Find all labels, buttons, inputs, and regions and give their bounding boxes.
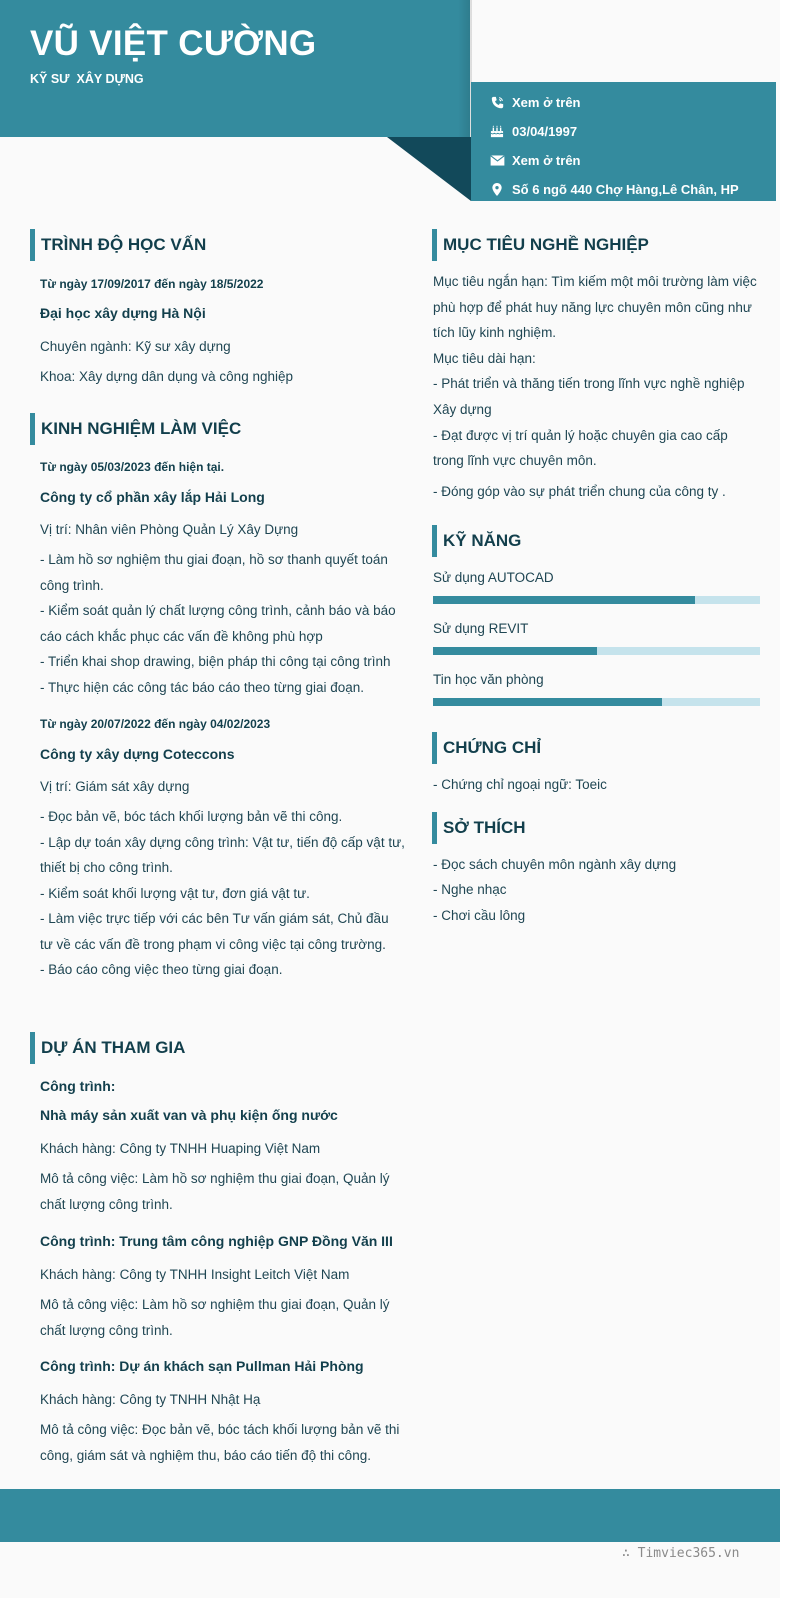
hobbies-title: SỞ THÍCH (443, 818, 526, 837)
contact-address (488, 182, 739, 197)
job-date: Từ ngày 05/03/2023 đến hiện tại. (40, 460, 225, 474)
objective-title: MỤC TIÊU NGHỀ NGHIỆP (443, 235, 649, 254)
project-desc-line: chất lượng công trình. (40, 1197, 173, 1212)
skill-name: Sử dụng AUTOCAD (433, 570, 554, 585)
education-school: Đại học xây dựng Hà Nội (40, 305, 206, 321)
skill-bar-track (433, 647, 760, 655)
project-client: Khách hàng: Công ty TNHH Huaping Việt Nam (40, 1141, 321, 1156)
project-client: Khách hàng: Công ty TNHH Insight Leitch Việt Nam (40, 1267, 350, 1282)
objective-line: Mục tiêu dài hạn: (433, 351, 536, 366)
objective-line: Xây dựng (433, 402, 492, 417)
site-watermark: ∴ Timviec365.vn (622, 1546, 740, 1561)
skill-bar-fill (433, 647, 597, 655)
project-desc-line: Mô tả công việc: Làm hồ sơ nghiệm thu giai đoạn, Quản lý (40, 1297, 390, 1312)
experience-title: KINH NGHIỆM LÀM VIỆC (41, 419, 242, 438)
contact-address-value: Số 6 ngõ 440 Chợ Hàng,Lê Chân, HP (512, 182, 739, 197)
project-label: Công trình: (40, 1078, 116, 1094)
education-date: Từ ngày 17/09/2017 đến ngày 18/5/2022 (40, 277, 264, 291)
job-duty-line: - Triển khai shop drawing, biện pháp thi công tại công trình (40, 654, 391, 669)
contact-panel (471, 82, 776, 201)
job-duty-line: - Làm hồ sơ nghiệm thu giai đoạn, hồ sơ thanh quyết toán (40, 552, 388, 567)
skills-section-title (432, 525, 521, 557)
section-accent-bar (30, 413, 35, 445)
projects-section-title (30, 1032, 185, 1064)
banner-shadow (458, 0, 472, 137)
job-position: Vị trí: Giám sát xây dựng (40, 779, 190, 794)
job-duty-line: - Kiểm soát quản lý chất lượng công trình, cảnh báo và báo (40, 603, 396, 618)
contact-phone (488, 95, 581, 110)
project-desc-line: Mô tả công việc: Làm hồ sơ nghiệm thu giai đoạn, Quản lý (40, 1171, 390, 1186)
job-position: Vị trí: Nhân viên Phòng Quản Lý Xây Dựng (40, 522, 299, 537)
envelope-icon (488, 155, 506, 166)
projects-title: DỰ ÁN THAM GIA (41, 1038, 186, 1057)
project-name: Công trình: Trung tâm công nghiệp GNP Đồng Văn III (40, 1233, 393, 1249)
map-marker-icon (488, 183, 506, 196)
section-accent-bar (432, 732, 437, 764)
skill-name: Sử dụng REVIT (433, 621, 529, 636)
objective-line: trong lĩnh vực chuyên môn. (433, 453, 597, 468)
job-company: Công ty xây dựng Coteccons (40, 746, 235, 762)
job-duty-line: công trình. (40, 578, 104, 593)
contact-birthday-value: 03/04/1997 (512, 124, 578, 139)
section-accent-bar (30, 229, 35, 261)
section-accent-bar (432, 812, 437, 844)
job-duty-line: - Kiểm soát khối lượng vật tư, đơn giá vật tư. (40, 886, 310, 901)
education-title: TRÌNH ĐỘ HỌC VẤN (41, 235, 207, 254)
project-name: Công trình: Dự án khách sạn Pullman Hải Phòng (40, 1358, 364, 1374)
job-duty-line: tư về các vấn đề trong phạm vi công việc tại công trường. (40, 937, 386, 952)
project-desc-line: chất lượng công trình. (40, 1323, 173, 1338)
job-duty-line: thiết bị cho công trình. (40, 860, 173, 875)
banner-fold-corner (387, 137, 471, 201)
objective-line: tích lũy kinh nghiệm. (433, 325, 557, 340)
job-duty-line: - Đọc bản vẽ, bóc tách khối lượng bản vẽ thi công. (40, 809, 343, 824)
education-faculty: Khoa: Xây dựng dân dụng và công nghiệp (40, 369, 293, 384)
objective-line: - Đóng góp vào sự phát triển chung của công ty . (433, 484, 726, 499)
certificates-section-title (432, 732, 541, 764)
objective-line: - Đạt được vị trí quản lý hoặc chuyên gia cao cấp (433, 428, 728, 443)
contact-phone-value: Xem ở trên (512, 95, 581, 110)
objective-line: - Phát triển và thăng tiến trong lĩnh vực nghề nghiệp (433, 376, 745, 391)
skill-bar-fill (433, 596, 695, 604)
name-banner (0, 0, 470, 137)
objective-section-title (432, 229, 649, 261)
certificate-line: - Chứng chỉ ngoại ngữ: Toeic (433, 777, 607, 792)
job-title: KỸ SƯ XÂY DỰNG (30, 72, 144, 86)
skills-title: KỸ NĂNG (443, 531, 522, 550)
project-desc-line: Mô tả công việc: Đọc bản vẽ, bóc tách khối lượng bản vẽ thi (40, 1422, 400, 1437)
job-duty-line: cáo cách khắc phục các vấn đề không phù hợp (40, 629, 323, 644)
hobby-line: - Đọc sách chuyên môn ngành xây dựng (433, 857, 677, 872)
skill-name: Tin học văn phòng (433, 672, 544, 687)
section-accent-bar (432, 525, 437, 557)
education-section-title (30, 229, 206, 261)
skill-bar-track (433, 698, 760, 706)
project-client: Khách hàng: Công ty TNHH Nhật Hạ (40, 1392, 261, 1407)
job-duty-line: - Báo cáo công việc theo từng giai đoạn. (40, 962, 283, 977)
job-duty-line: - Làm việc trực tiếp với các bên Tư vấn giám sát, Chủ đầu (40, 911, 389, 926)
section-accent-bar (30, 1032, 35, 1064)
objective-line: Mục tiêu ngắn hạn: Tìm kiếm một môi trường làm việc (433, 274, 757, 289)
hobby-line: - Chơi cầu lông (433, 908, 526, 923)
project-desc-line: công, giám sát và nghiệm thu, báo cáo tiến độ thi công. (40, 1448, 371, 1463)
phone-icon (488, 96, 506, 109)
job-company: Công ty cổ phần xây lắp Hải Long (40, 489, 265, 505)
hobbies-section-title (432, 812, 526, 844)
education-major: Chuyên ngành: Kỹ sư xây dựng (40, 339, 231, 354)
objective-line: phù hợp để phát huy năng lực chuyên môn cũng như (433, 300, 752, 315)
skill-bar-track (433, 596, 760, 604)
hobby-line: - Nghe nhạc (433, 882, 507, 897)
footer-band (0, 1489, 780, 1542)
job-duty-line: - Lập dự toán xây dựng công trình: Vật tư, tiến độ cấp vật tư, (40, 835, 405, 850)
certificates-title: CHỨNG CHỈ (443, 738, 542, 757)
job-date: Từ ngày 20/07/2022 đến ngày 04/02/2023 (40, 717, 271, 731)
contact-email-value: Xem ở trên (512, 153, 581, 168)
contact-birthday (488, 124, 577, 139)
candidate-name: VŨ VIỆT CƯỜNG (30, 24, 317, 63)
skill-bar-fill (433, 698, 662, 706)
birthday-cake-icon (488, 125, 506, 138)
project-name: Nhà máy sản xuất van và phụ kiện ống nước (40, 1107, 338, 1123)
section-accent-bar (432, 229, 437, 261)
experience-section-title (30, 413, 241, 445)
job-duty-line: - Thực hiện các công tác báo cáo theo từng giai đoạn. (40, 680, 365, 695)
contact-email (488, 153, 581, 168)
